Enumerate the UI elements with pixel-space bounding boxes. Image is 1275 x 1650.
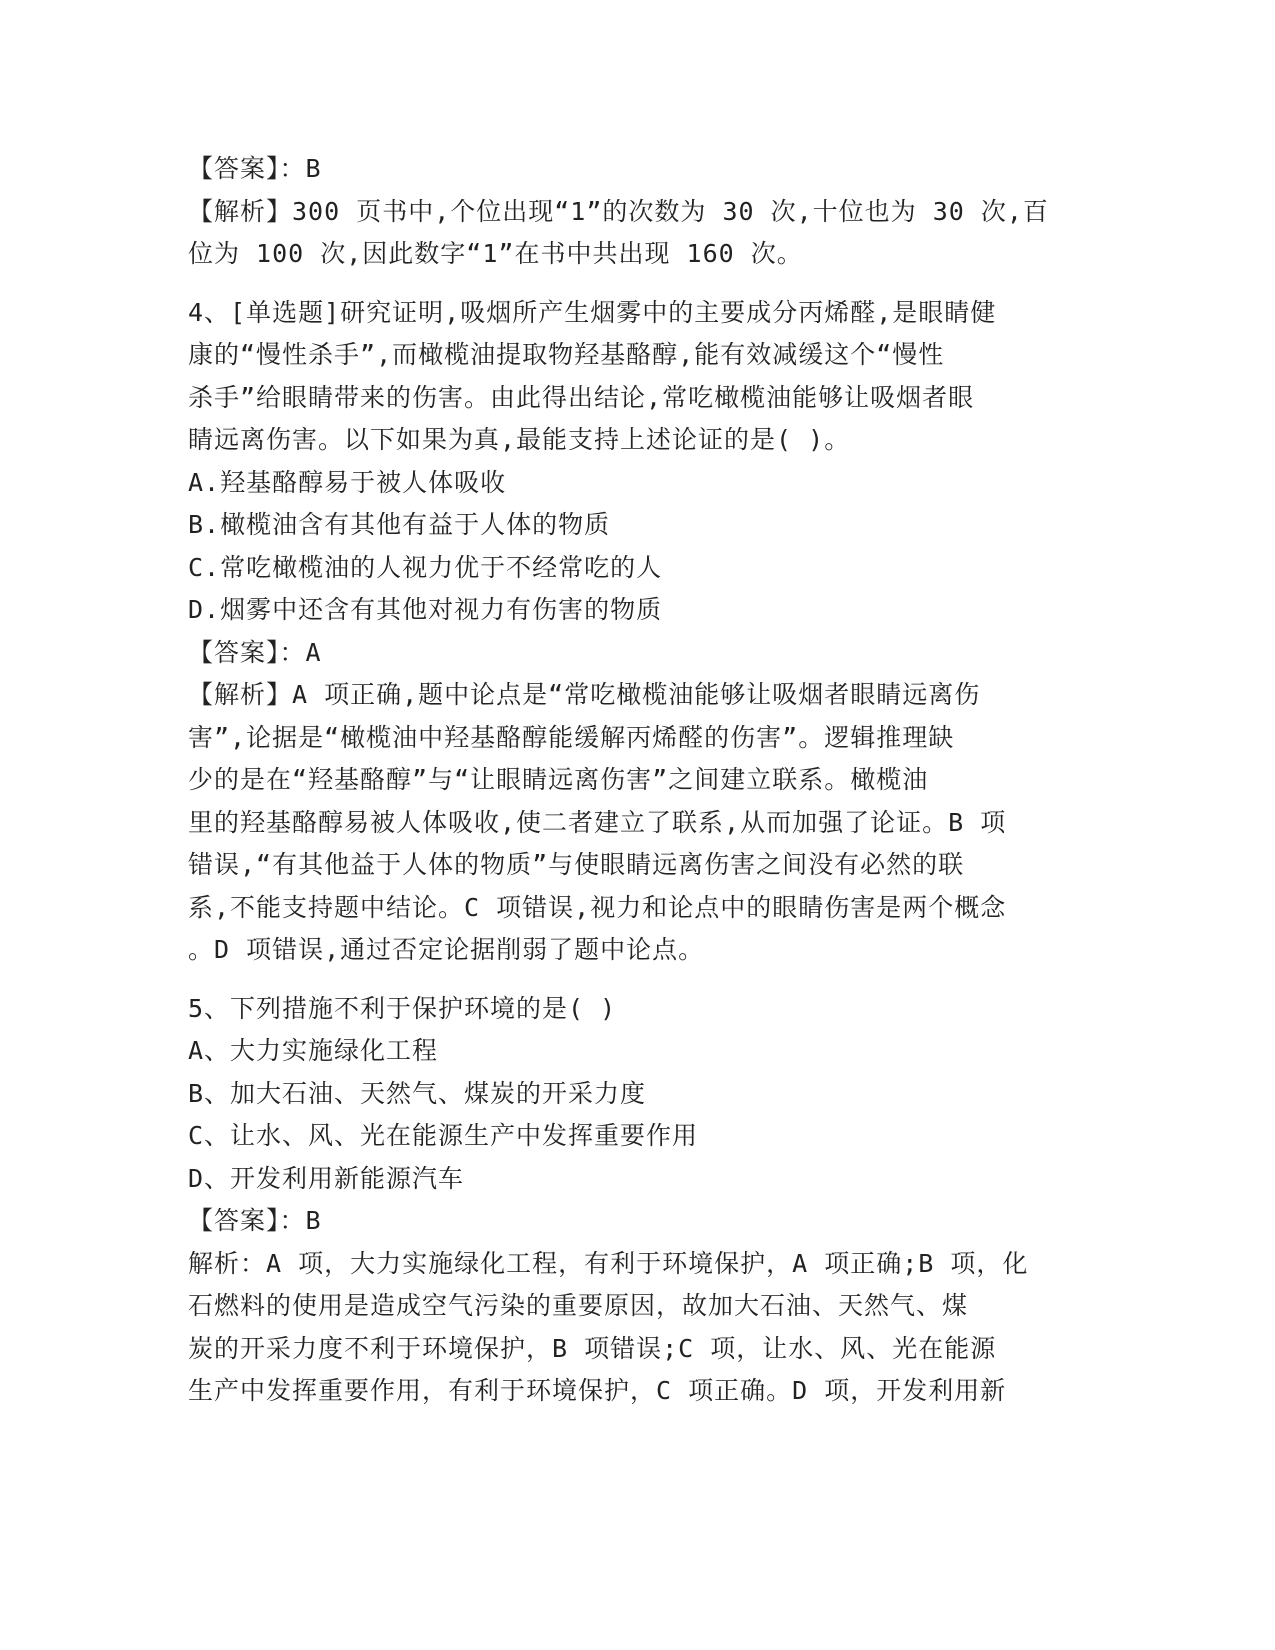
- q4-stem-line: 睛远离伤害。以下如果为真,最能支持上述论证的是( )。: [188, 425, 851, 454]
- question-5-section: [188, 988, 1088, 1413]
- q4-analysis-line: 错误,“有其他益于人体的物质”与使眼睛远离伤害之间没有必然的联: [188, 850, 965, 879]
- question-3-section: [188, 148, 1088, 276]
- q3-answer: 【答案】：B: [188, 154, 322, 183]
- q5-option-a: A、大力实施绿化工程: [188, 1036, 439, 1065]
- document-body: [188, 148, 1088, 1413]
- q4-analysis-line: 【解析】A 项正确,题中论点是“常吃橄榄油能够让吸烟者眼睛远离伤: [188, 680, 981, 709]
- q4-stem-line: 杀手”给眼睛带来的伤害。由此得出结论,常吃橄榄油能够让吸烟者眼: [188, 382, 975, 412]
- q5-option-c: C、让水、风、光在能源生产中发挥重要作用: [188, 1121, 699, 1150]
- q4-stem-line: 康的“慢性杀手”,而橄榄油提取物羟基酪醇,能有效减缓这个“慢性: [188, 340, 945, 369]
- q5-analysis-line: 炭的开采力度不利于环境保护，B 项错误;C 项，让水、风、光在能源: [188, 1333, 997, 1363]
- question-4-section: [188, 292, 1088, 972]
- q4-analysis-line: 里的羟基酪醇易被人体吸收,使二者建立了联系,从而加强了论证。B 项: [188, 807, 1007, 837]
- q4-option-b: B.橄榄油含有其他有益于人体的物质: [188, 510, 611, 539]
- q3-analysis-line: 【解析】300 页书中,个位出现“1”的次数为 30 次,十位也为 30 次,百: [188, 196, 1049, 226]
- q4-stem-line: 4、[单选题]研究证明,吸烟所产生烟雾中的主要成分丙烯醛,是眼睛健: [188, 297, 997, 327]
- q4-analysis-line: 少的是在“羟基酪醇”与“让眼睛远离伤害”之间建立联系。橄榄油: [188, 765, 929, 794]
- q4-option-d: D.烟雾中还含有其他对视力有伤害的物质: [188, 595, 663, 624]
- q4-analysis-line: 害”,论据是“橄榄油中羟基酪醇能缓解丙烯醛的伤害”。逻辑推理缺: [188, 722, 955, 752]
- q4-option-a: A.羟基酪醇易于被人体吸收: [188, 467, 507, 497]
- q4-option-c: C.常吃橄榄油的人视力优于不经常吃的人: [188, 552, 663, 582]
- q3-analysis-line: 位为 100 次,因此数字“1”在书中共出现 160 次。: [188, 239, 803, 268]
- q4-analysis-line: 系,不能支持题中结论。C 项错误,视力和论点中的眼睛伤害是两个概念: [188, 892, 1007, 922]
- q5-analysis-line: 石燃料的使用是造成空气污染的重要原因，故加大石油、天然气、煤: [188, 1291, 969, 1320]
- q5-option-d: D、开发利用新能源汽车: [188, 1163, 465, 1193]
- q4-analysis-line: 。D 项错误,通过否定论据削弱了题中论点。: [188, 935, 705, 964]
- q4-answer: 【答案】：A: [188, 637, 322, 667]
- q5-analysis-line: 生产中发挥重要作用，有利于环境保护，C 项正确。D 项，开发利用新: [188, 1376, 1007, 1405]
- q5-stem-line: 5、下列措施不利于保护环境的是( ): [188, 993, 617, 1023]
- q5-answer: 【答案】：B: [188, 1206, 322, 1235]
- q5-option-b: B、加大石油、天然气、煤炭的开采力度: [188, 1078, 647, 1108]
- q5-analysis-line: 解析：A 项，大力实施绿化工程，有利于环境保护，A 项正确;B 项，化: [188, 1248, 1029, 1278]
